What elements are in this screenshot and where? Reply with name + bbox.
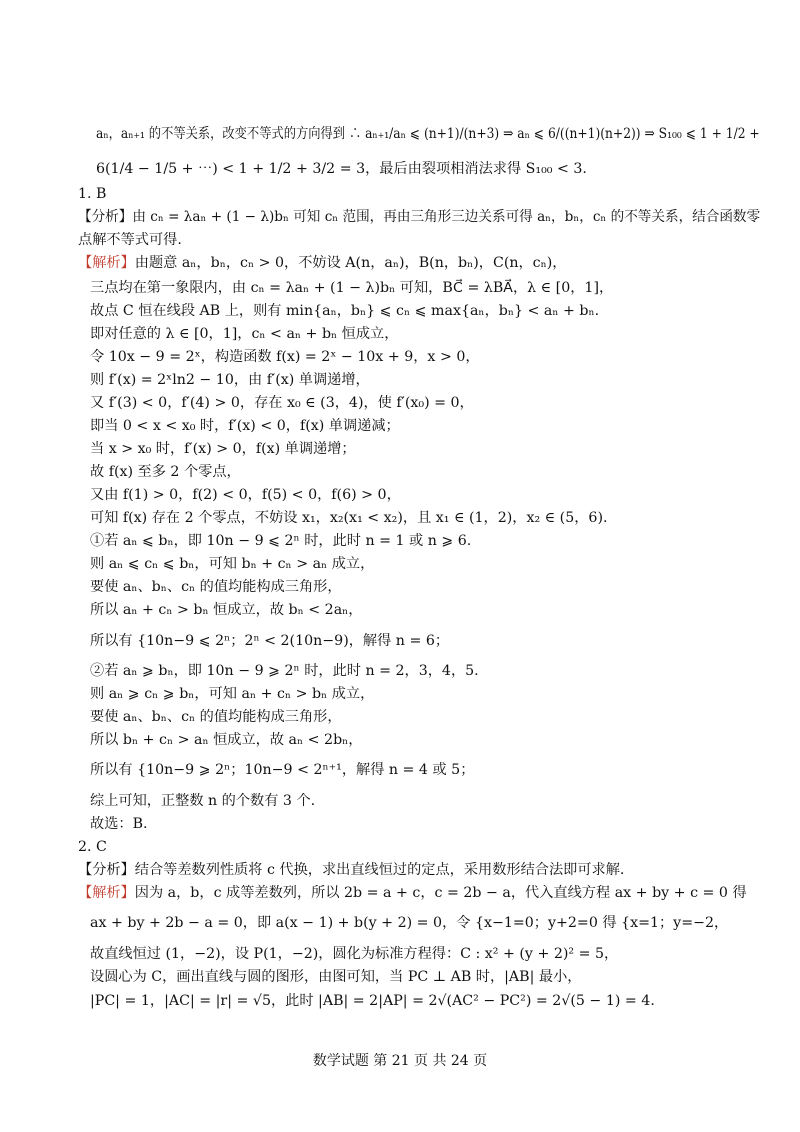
text-line bbox=[90, 664, 479, 678]
text-line bbox=[90, 373, 370, 387]
text-line bbox=[96, 162, 587, 176]
text-content: 又由 f(1) > 0，f(2) < 0，f(5) < 0，f(6) > 0， bbox=[90, 487, 401, 503]
text-content: 令 10x − 9 = 2ˣ，构造函数 f(x) = 2ˣ − 10x + 9，x > 0， bbox=[90, 349, 480, 365]
text-line bbox=[90, 710, 342, 724]
text-line bbox=[90, 580, 342, 594]
text-content: 故 f(x) 至多 2 个零点， bbox=[90, 464, 241, 480]
text-content: 1. B bbox=[78, 186, 107, 202]
text-line bbox=[90, 350, 480, 364]
text-content: 所以有 {10n−9 ⩾ 2ⁿ；10n−9 < 2ⁿ⁺¹，解得 n = 4 或 5； bbox=[90, 762, 475, 778]
text-content: ax + by + 2b − a = 0，即 a(x − 1) + b(y + 2) = 0，令 {x−1=0；y+2=0 得 {x=1；y=−2， bbox=[90, 915, 729, 931]
text-line bbox=[90, 733, 363, 747]
text-content: ①若 aₙ ⩽ bₙ，即 10n − 9 ⩽ 2ⁿ 时，此时 n = 1 或 n ⩾ 6. bbox=[90, 533, 472, 549]
text-line bbox=[78, 863, 624, 877]
text-content: 即当 0 < x < x₀ 时，f′(x) < 0，f(x) 单调递减； bbox=[90, 418, 400, 434]
text-content: 所以 bₙ + cₙ > aₙ 恒成立，故 aₙ < 2bₙ， bbox=[90, 732, 363, 748]
text-content: 则 f′(x) = 2ˣln2 − 10，由 f′(x) 单调递增， bbox=[90, 372, 370, 388]
text-content: 综上可知，正整数 n 的个数有 3 个. bbox=[90, 793, 316, 809]
text-line bbox=[90, 557, 374, 571]
text-content: 【分析】由 cₙ = λaₙ + (1 − λ)bₙ 可知 cₙ 范围，再由三角形三边关系可得 aₙ，bₙ，cₙ 的不等关系，结合函数零 bbox=[78, 209, 761, 225]
analysis-tag: 【解析】 bbox=[78, 255, 135, 271]
text-line bbox=[90, 304, 599, 318]
text-line bbox=[90, 419, 400, 433]
text-line bbox=[90, 603, 363, 617]
text-line bbox=[90, 970, 581, 984]
text-line bbox=[90, 465, 241, 479]
page-footer: 数学试题 第 21 页 共 24 页 bbox=[312, 1053, 488, 1069]
text-content: 6(1/4 − 1/5 + ⋯) < 1 + 1/2 + 3/2 = 3，最后由裂项相消法求得 S₁₀₀ < 3. bbox=[96, 161, 587, 177]
text-line bbox=[90, 687, 374, 701]
text-line bbox=[78, 256, 566, 270]
text-line bbox=[90, 442, 356, 456]
text-line bbox=[78, 210, 760, 224]
text-line bbox=[90, 327, 398, 341]
text-content: |PC| = 1，|AC| = |r| = √5，此时 |AB| = 2|AP| = 2√(AC² − PC²) = 2√(5 − 1) = 4. bbox=[90, 993, 655, 1009]
text-content: 三点均在第一象限内，由 cₙ = λaₙ + (1 − λ)bₙ 可知，BC⃗ = λBA⃗，λ ∈ [0，1]， bbox=[90, 280, 614, 296]
text-line bbox=[96, 127, 760, 141]
text-content: 设圆心为 C，画出直线与圆的图形，由图可知，当 PC ⊥ AB 时，|AB| 最小， bbox=[90, 969, 582, 985]
text-line bbox=[90, 634, 449, 648]
text-content: 故点 C 恒在线段 AB 上，则有 min{aₙ，bₙ} ⩽ cₙ ⩽ max{aₙ，bₙ} < aₙ + bₙ. bbox=[90, 303, 600, 319]
text-line bbox=[90, 396, 474, 410]
text-content: 要使 aₙ、bₙ、cₙ 的值均能构成三角形， bbox=[90, 579, 342, 595]
text-line bbox=[90, 763, 474, 777]
text-line bbox=[78, 840, 107, 854]
text-line bbox=[90, 994, 655, 1008]
text-content: 故直线恒过 (1，−2)，设 P(1，−2)，圆化为标准方程得：C : x² + (y + 2)² = 5， bbox=[90, 946, 619, 962]
text-content: 可知 f(x) 存在 2 个零点，不妨设 x₁，x₂(x₁ < x₂)，且 x₁ ∈ (1，2)，x₂ ∈ (5，6). bbox=[90, 510, 608, 526]
text-line bbox=[90, 511, 608, 525]
text-line bbox=[90, 488, 401, 502]
text-content: ②若 aₙ ⩾ bₙ，即 10n − 9 ⩾ 2ⁿ 时，此时 n = 2，3，4，5. bbox=[90, 663, 479, 679]
text-content: aₙ，aₙ₊₁ 的不等关系，改变不等式的方向得到 ∴ aₙ₊₁/aₙ ⩽ (n+1)/(n+3) ⇒ aₙ ⩽ 6/((n+1)(n+2)) ⇒ S₁₀₀ ⩽ 1 + 1/2 + bbox=[96, 126, 760, 142]
text-content: 由题意 aₙ，bₙ，cₙ > 0，不妨设 A(n，aₙ)，B(n，bₙ)，C(n，cₙ)， bbox=[134, 255, 567, 271]
text-content: 则 aₙ ⩽ cₙ ⩽ bₙ，可知 bₙ + cₙ > aₙ 成立， bbox=[90, 556, 375, 572]
text-line bbox=[90, 794, 315, 808]
text-content: 点解不等式可得. bbox=[78, 232, 182, 248]
text-line bbox=[78, 233, 182, 247]
text-content: 即对任意的 λ ∈ [0，1]，cₙ < aₙ + bₙ 恒成立， bbox=[90, 326, 399, 342]
text-content: 故选：B. bbox=[90, 816, 148, 832]
text-content: 所以 aₙ + cₙ > bₙ 恒成立，故 bₙ < 2aₙ， bbox=[90, 602, 363, 618]
text-content: 因为 a，b，c 成等差数列，所以 2b = a + c，c = 2b − a，代入直线方程 ax + by + c = 0 得 bbox=[134, 885, 747, 901]
text-line bbox=[90, 534, 471, 548]
text-line bbox=[90, 281, 613, 295]
text-content: 又 f′(3) < 0，f′(4) > 0，存在 x₀ ∈ (3，4)，使 f′(x₀) = 0， bbox=[90, 395, 474, 411]
text-content: 则 aₙ ⩾ cₙ ⩾ bₙ，可知 aₙ + cₙ > bₙ 成立， bbox=[90, 686, 375, 702]
text-content: 2. C bbox=[78, 839, 107, 855]
text-line bbox=[90, 817, 148, 831]
text-line bbox=[78, 187, 106, 201]
text-line bbox=[90, 916, 728, 930]
text-line bbox=[78, 886, 747, 900]
analysis-tag: 【解析】 bbox=[78, 885, 135, 901]
text-content: 要使 aₙ、bₙ、cₙ 的值均能构成三角形， bbox=[90, 709, 342, 725]
text-line bbox=[90, 947, 618, 961]
text-content: 所以有 {10n−9 ⩽ 2ⁿ；2ⁿ < 2(10n−9)，解得 n = 6； bbox=[90, 633, 450, 649]
text-content: 当 x > x₀ 时，f′(x) > 0，f(x) 单调递增； bbox=[90, 441, 356, 457]
text-content: 【分析】结合等差数列性质将 c 代换，求出直线恒过的定点，采用数形结合法即可求解. bbox=[78, 862, 625, 878]
